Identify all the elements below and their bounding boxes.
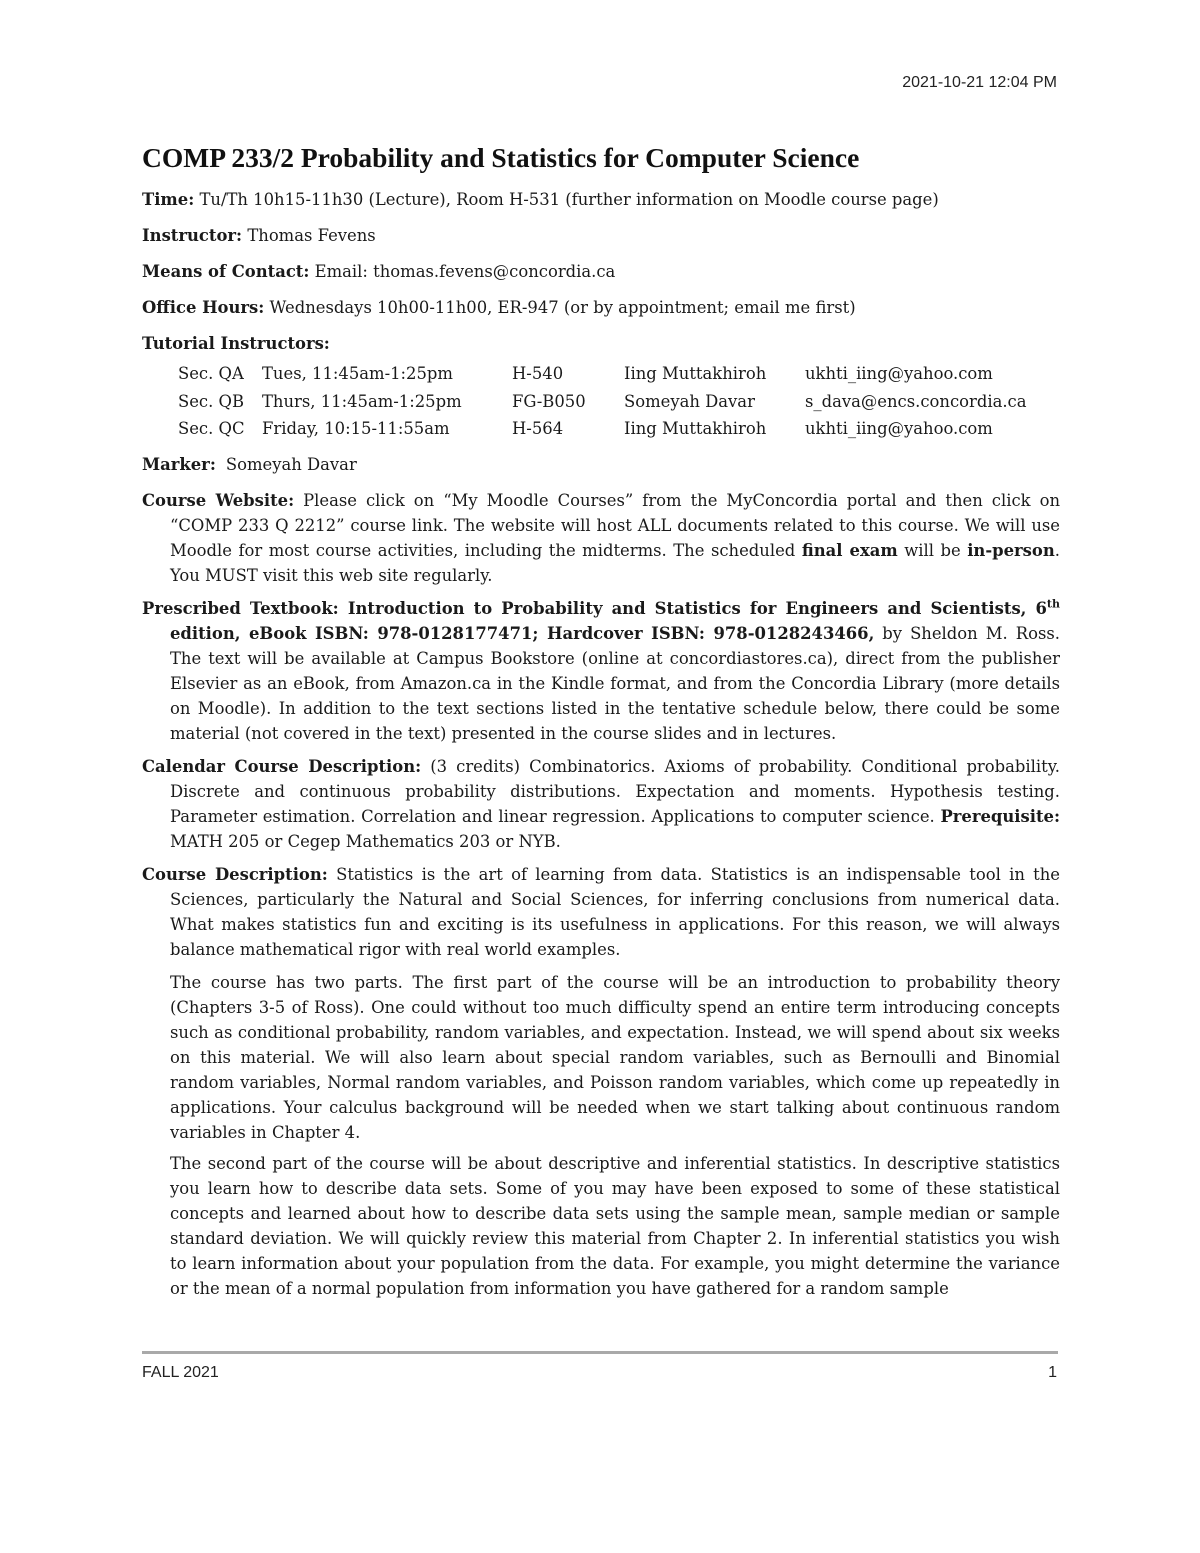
- website-text-3: . You MUST visit this web site regularly.: [170, 540, 1060, 585]
- course-description-label: Course Description:: [142, 864, 328, 884]
- website-label: Course Website:: [142, 490, 295, 510]
- tutorial-room: H-540: [512, 364, 564, 384]
- course-website-paragraph: [142, 488, 1060, 588]
- print-timestamp: 2021-10-21 12:04 PM: [902, 74, 1057, 91]
- tutorial-time: Friday, 10:15-11:55am: [262, 419, 450, 439]
- contact-field: [142, 259, 1060, 284]
- instructor-label: Instructor:: [142, 226, 243, 245]
- footer-divider: [142, 1351, 1058, 1354]
- time-label: Time:: [142, 190, 195, 209]
- tutorial-table: [178, 360, 1027, 443]
- tutorial-section: Sec. QB: [178, 391, 245, 411]
- course-parts-paragraph: The course has two parts. The first part of the course will be an introduction to probability theory (Chapters 3-5 of Ross). One could without too much difficulty spend an entire term introducing concepts such as conditional probability, random variables, and expectation. Instead, we will spend about six weeks on this material. We will also learn about special random variables, such as Bernoulli and Binomial random variables, Normal random variables, and Poisson random variables, which come up repeatedly in applications. Your calculus background will be needed when we start talking about continuous random variables in Chapter 4.: [170, 972, 1060, 1142]
- office-hours-field: [142, 295, 1060, 320]
- tutorial-email: s_dava@encs.concordia.ca: [805, 391, 1027, 411]
- tutorial-email: ukhti_iing@yahoo.com: [805, 364, 993, 384]
- website-bold-in-person: in-person: [967, 540, 1055, 560]
- table-row: [178, 415, 1027, 443]
- website-bold-final-exam: final exam: [801, 540, 898, 560]
- marker-value: Someyah Davar: [225, 454, 357, 474]
- table-row: [178, 388, 1027, 416]
- prerequisite-label: Prerequisite:: [940, 806, 1060, 826]
- tutorial-time: Thurs, 11:45am-1:25pm: [262, 391, 462, 411]
- tutorial-section: Sec. QA: [178, 364, 244, 384]
- instructor-value: Thomas Fevens: [247, 226, 376, 245]
- tutorial-time: Tues, 11:45am-1:25pm: [262, 364, 453, 384]
- footer-term: FALL 2021: [142, 1364, 219, 1381]
- office-hours-value: Wednesdays 10h00-11h00, ER-947 (or by appointment; email me first): [269, 298, 856, 317]
- table-row: [178, 360, 1027, 388]
- prerequisite-text: MATH 205 or Cegep Mathematics 203 or NYB.: [170, 831, 561, 851]
- textbook-label: Prescribed Textbook: Introduction to Probability and Statistics for Engineers and Scientists, 6: [142, 598, 1047, 618]
- instructor-field: [142, 223, 1060, 248]
- calendar-description-paragraph: [142, 754, 1060, 854]
- textbook-paragraph: [142, 596, 1060, 746]
- tutorial-instructor-name: Iing Muttakhiroh: [624, 364, 767, 384]
- contact-label: Means of Contact:: [142, 262, 310, 281]
- course-title: COMP 233/2 Probability and Statistics for Computer Science: [142, 142, 860, 173]
- tutorial-section: Sec. QC: [178, 419, 245, 439]
- marker-label: Marker:: [142, 454, 216, 474]
- page-content: [142, 138, 1060, 1307]
- textbook-edition-sup: th: [1046, 597, 1060, 611]
- textbook-isbn: edition, eBook ISBN: 978-0128177471; Hardcover ISBN: 978-0128243466,: [170, 623, 875, 643]
- calendar-label: Calendar Course Description:: [142, 756, 422, 776]
- time-field: [142, 187, 1060, 212]
- tutorial-room: FG-B050: [512, 391, 586, 411]
- tutorial-room: H-564: [512, 419, 564, 439]
- second-part-paragraph: The second part of the course will be about descriptive and inferential statistics. In descriptive statistics you learn how to describe data sets. Some of you may have been exposed to some of these statistical concepts and learned about how to describe data sets using the sample mean, sample median or sample standard deviation. We will quickly review this material from Chapter 2. In inferential statistics you wish to learn information about your population from the data. For example, you might determine the variance or the mean of a normal population from information you have gathered for a random sample: [170, 1153, 1060, 1298]
- time-value: Tu/Th 10h15-11h30 (Lecture), Room H-531 (further information on Moodle course page): [199, 190, 939, 209]
- page-number: 1: [1048, 1364, 1057, 1381]
- tutorial-heading: Tutorial Instructors:: [142, 334, 330, 353]
- course-description-paragraph: [142, 862, 1060, 962]
- contact-value: Email: thomas.fevens@concordia.ca: [314, 262, 616, 281]
- textbook-text: by Sheldon M. Ross. The text will be available at Campus Bookstore (online at concordiastores.ca), direct from the publisher Elsevier as an eBook, from Amazon.ca in the Kindle format, and from the Concordia Library (more details on Moodle). In addition to the text sections listed in the tentative schedule below, there could be some material (not covered in the text) presented in the course slides and in lectures.: [170, 623, 1060, 743]
- marker-field: [142, 452, 1060, 477]
- tutorial-email: ukhti_iing@yahoo.com: [805, 419, 993, 439]
- course-description-text: Statistics is the art of learning from data. Statistics is an indispensable tool in the Sciences, particularly the Natural and Social Sciences, for inferring conclusions from numerical data. What makes statistics fun and exciting is its usefulness in applications. For this reason, we will always balance mathematical rigor with real world examples.: [170, 864, 1061, 959]
- tutorial-instructor-name: Someyah Davar: [624, 391, 755, 411]
- calendar-text: (3 credits) Combinatorics. Axioms of probability. Conditional probability. Discrete and continuous probability distributions. Expectation and moments. Hypothesis testing. Parameter estimation. Correlation and linear regression. Applications to computer science.: [170, 756, 1060, 826]
- website-text-2: will be: [897, 540, 968, 560]
- website-text-1: Please click on “My Moodle Courses” from the MyConcordia portal and then click on “COMP 233 Q 2212” course link. The website will host ALL documents related to this course. We will use Moodle for most course activities, including the midterms. The scheduled: [170, 490, 1061, 560]
- office-hours-label: Office Hours:: [142, 298, 265, 317]
- tutorial-instructor-name: Iing Muttakhiroh: [624, 419, 767, 439]
